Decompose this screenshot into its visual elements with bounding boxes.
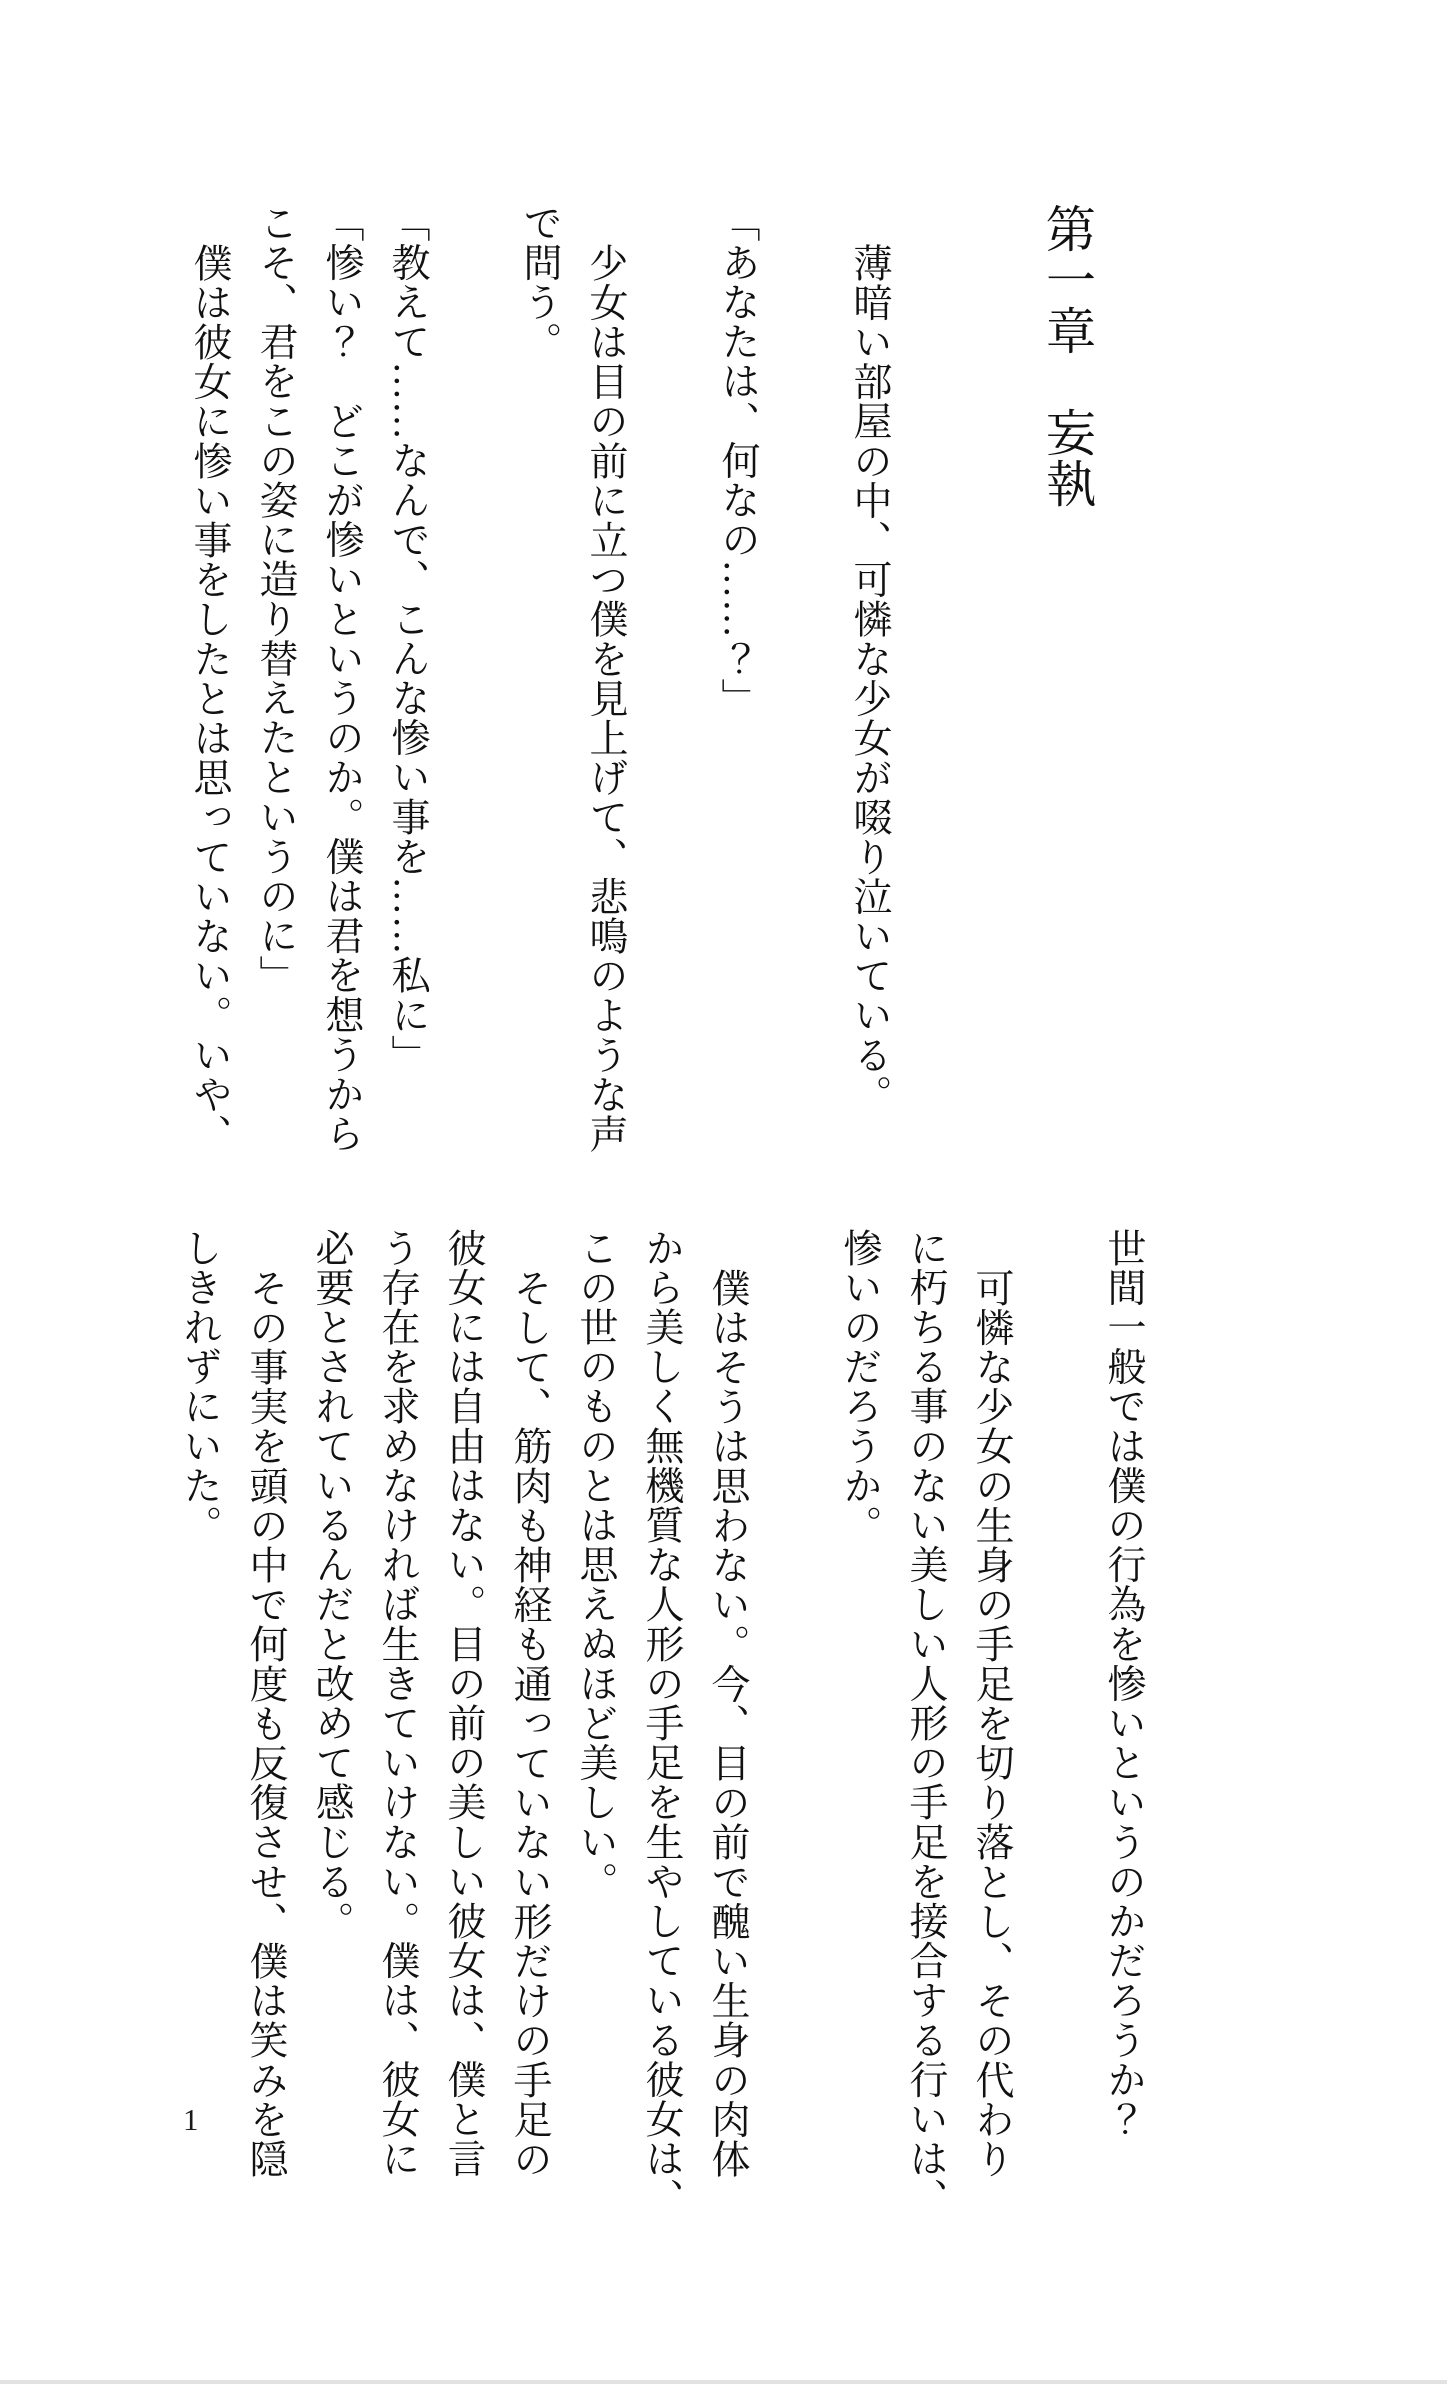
text-line: 「教えて……なんで、こんな惨い事を……私に」 xyxy=(386,203,429,1075)
chapter-title: 第一章 妄執 xyxy=(1039,203,1095,509)
lower-text-block xyxy=(166,1228,1156,2238)
text-line: 必要とされているんだと改めて感じる。 xyxy=(310,1228,353,1941)
text-line: こそ、君をこの姿に造り替えたというのに」 xyxy=(254,203,297,995)
text-line: 「惨い？ どこが惨いというのか。僕は君を想うから xyxy=(320,203,363,1154)
text-line: 可憐な少女の生身の手足を切り落とし、その代わり xyxy=(970,1268,1013,2179)
text-line: で問う。 xyxy=(518,203,561,362)
text-line: 僕はそうは思わない。今、目の前で醜い生身の肉体 xyxy=(706,1268,749,2179)
text-line: う存在を求めなければ生きていけない。僕は、彼女に xyxy=(376,1228,419,2179)
text-line: この世のものとは思えぬほど美しい。 xyxy=(574,1228,617,1902)
page-number: 1 xyxy=(183,2102,199,2137)
text-line: しきれずにいた。 xyxy=(178,1228,221,1545)
text-line: 世間一般では僕の行為を惨いというのかだろうか？ xyxy=(1102,1228,1145,2139)
text-line: 「あなたは、何なの……？」 xyxy=(716,203,759,718)
page-bottom-edge xyxy=(0,2380,1447,2384)
text-line: その事実を頭の中で何度も反復させ、僕は笑みを隠 xyxy=(244,1268,287,2179)
upper-text-block xyxy=(176,203,1100,1173)
text-line: から美しく無機質な人形の手足を生やしている彼女は、 xyxy=(640,1228,683,2218)
text-line: 少女は目の前に立つ僕を見上げて、悲鳴のような声 xyxy=(584,243,627,1154)
text-line: そして、筋肉も神経も通っていない形だけの手足の xyxy=(508,1268,551,2179)
text-line: 彼女には自由はない。目の前の美しい彼女は、僕と言 xyxy=(442,1228,485,2179)
text-line: 僕は彼女に惨い事をしたとは思っていない。いや、 xyxy=(188,243,231,1154)
text-line: に朽ちる事のない美しい人形の手足を接合する行いは、 xyxy=(904,1228,947,2218)
text-line: 惨いのだろうか。 xyxy=(838,1228,881,1545)
text-line: 薄暗い部屋の中、可憐な少女が啜り泣いている。 xyxy=(848,243,891,1115)
